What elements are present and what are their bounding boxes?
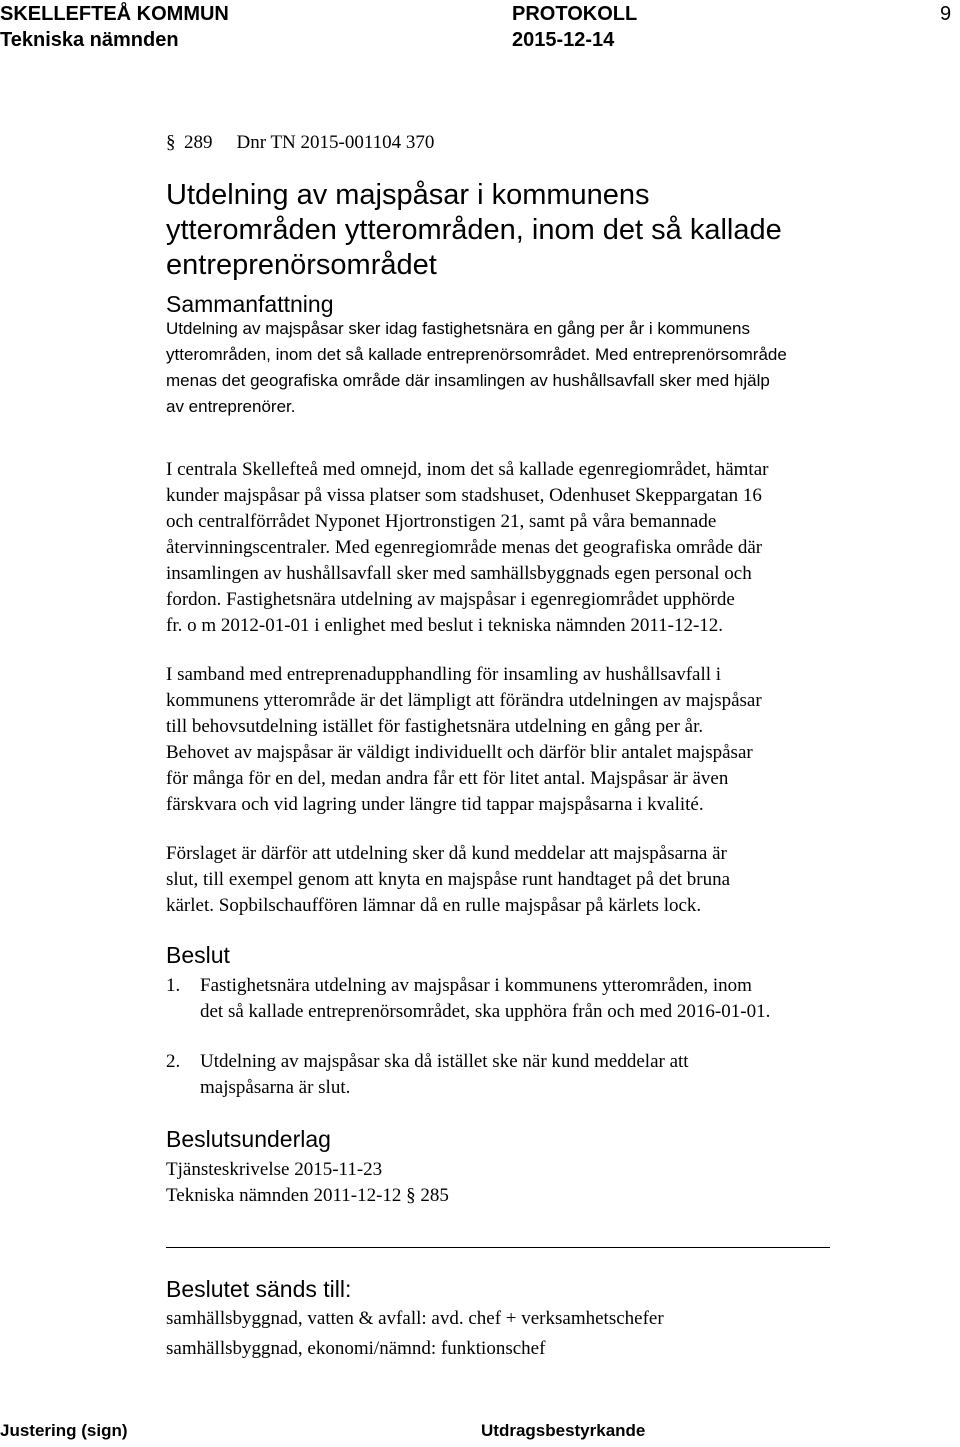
paragraph-line: fr. o m 2012-01-01 i enlighet med beslut i tekniska nämnden 2011-12-12. [166,615,724,636]
summary-text [166,316,906,420]
decision-item-line: Fastighetsnära utdelning av majspåsar i kommunens ytterområden, inom [200,975,752,996]
document-date: 2015-12-14 [512,29,615,51]
paragraph-line: fordon. Fastighetsnära utdelning av majspåsar i egenregiområdet upphörde [166,589,735,610]
paragraph-line: till behovsutdelning istället för fastighetsnära utdelning en gång per år. [166,716,704,737]
decision-item-line: det så kallade entreprenörsområdet, ska upphöra från och med 2016-01-01. [200,1001,771,1022]
title-line: ytterområden ytterområden, inom det så kallade [166,214,782,246]
decision-item-line: Utdelning av majspåsar ska då istället ske när kund meddelar att [200,1051,689,1072]
paragraph-line: kommunens ytterområde är det lämpligt att förändra utdelningen av majspåsar [166,690,762,711]
title-line: Utdelning av majspåsar i kommunens [166,179,650,211]
paragraph-line: och centralförrådet Nyponet Hjortronstigen 21, samt på våra bemannade [166,511,717,532]
paragraph-line: återvinningscentraler. Med egenregiområde menas det geografiska område där [166,537,763,558]
paragraph-line: kunder majspåsar på vissa platser som stadshuset, Odenhuset Skeppargatan 16 [166,485,762,506]
basis-heading: Beslutsunderlag [166,1126,331,1152]
separator-line [166,1247,830,1248]
case-reference-line [166,130,434,156]
paragraph-line: färskvara och vid lagring under längre tid tappar majspåsarna i kvalité. [166,794,704,815]
recipients-heading: Beslutet sänds till: [166,1276,352,1302]
footer-signature-label: Justering (sign) [0,1421,128,1440]
summary-line: menas det geografiska område där insamlingen av hushållsavfall sker med hjälp [166,371,770,390]
body-paragraph [166,662,906,818]
basis-line: Tjänsteskrivelse 2015-11-23 [166,1159,383,1180]
paragraph-number: 289 [184,132,213,153]
body-paragraph [166,457,906,639]
summary-line: ytterområden, inom det så kallade entreprenörsområdet. Med entreprenörsområde [166,345,787,364]
recipient-line: samhällsbyggnad, vatten & avfall: avd. chef + verksamhetschefer [166,1308,664,1329]
paragraph-line: Förslaget är därför att utdelning sker då kund meddelar att majspåsarna är [166,843,727,864]
department-name: Tekniska nämnden [0,29,179,51]
organization-name: SKELLEFTEÅ KOMMUN [0,3,229,25]
paragraph-line: insamlingen av hushållsavfall sker med samhällsbyggnads egen personal och [166,563,752,584]
paragraph-line: slut, till exempel genom att knyta en majspåse runt handtaget på det bruna [166,869,731,890]
summary-line: av entreprenörer. [166,397,296,416]
recipient-line: samhällsbyggnad, ekonomi/nämnd: funktionschef [166,1338,546,1359]
summary-heading: Sammanfattning [166,291,334,317]
basis-list [166,1157,906,1209]
body-paragraph [166,841,906,919]
recipients-list [166,1304,906,1364]
page-number: 9 [940,3,952,25]
paragraph-line: kärlet. Sopbilschauffören lämnar då en rulle majspåsar på kärlets lock. [166,895,702,916]
footer-certification-label: Utdragsbestyrkande [481,1421,646,1440]
paragraph-line: för många för en del, medan andra får ett för litet antal. Majspåsar är även [166,768,729,789]
decision-item-number: 1. [166,975,181,996]
summary-line: Utdelning av majspåsar sker idag fastighetsnära en gång per år i kommunens [166,319,750,338]
document-type: PROTOKOLL [512,3,638,25]
paragraph-line: I samband med entreprenadupphandling för insamling av hushållsavfall i [166,664,722,685]
case-reference: Dnr TN 2015-001104 370 [236,132,435,153]
paragraph-sign: § [166,132,176,153]
basis-line: Tekniska nämnden 2011-12-12 § 285 [166,1185,449,1206]
document-title [166,178,782,283]
paragraph-line: I centrala Skellefteå med omnejd, inom det så kallade egenregiområdet, hämtar [166,459,769,480]
title-line: entreprenörsområdet [166,249,437,281]
decision-item-line: majspåsarna är slut. [200,1077,351,1098]
decision-item-number: 2. [166,1051,181,1072]
decision-heading: Beslut [166,942,230,968]
paragraph-line: Behovet av majspåsar är väldigt individuellt och därför blir antalet majspåsar [166,742,753,763]
